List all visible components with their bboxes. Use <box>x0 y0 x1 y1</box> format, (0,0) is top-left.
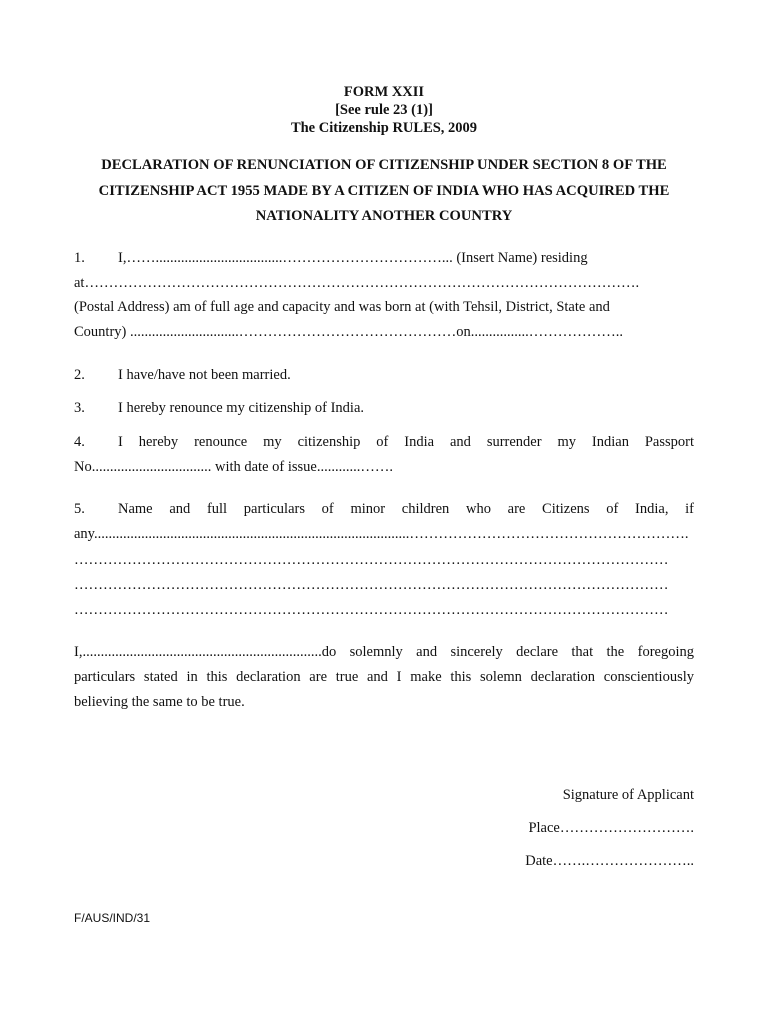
rule-reference: [See rule 23 (1)] <box>335 102 433 118</box>
item-2-number: 2. <box>74 367 85 383</box>
title-line-3: NATIONALITY ANOTHER COUNTRY <box>255 208 513 224</box>
item-1-number: 1. <box>74 250 85 266</box>
item-1-line-4: Country) ..............................………………………………………on................……………….. <box>74 324 623 340</box>
title-line-2: CITIZENSHIP ACT 1955 MADE BY A CITIZEN OF INDIA WHO HAS ACQUIRED THE <box>98 182 670 199</box>
item-1-line-3: (Postal Address) am of full age and capacity and was born at (with Tehsil, District, State and <box>74 299 610 315</box>
item-4-number: 4. <box>74 434 85 450</box>
item-5-line-3: …………………………………………………………………………………………………………… <box>74 552 669 568</box>
declaration-line-3: believing the same to be true. <box>74 694 245 710</box>
declaration-line-1: I,..................................................................do solemnly and sincerely declare that the foregoing <box>74 644 694 660</box>
item-4-line-1: I hereby renounce my citizenship of India and surrender my Indian Passport <box>118 434 694 450</box>
title-line-1: DECLARATION OF RENUNCIATION OF CITIZENSHIP UNDER SECTION 8 OF THE <box>101 157 667 173</box>
signature-label: Signature of Applicant <box>562 787 694 803</box>
item-1-line-1: I,……...................................……………………………... (Insert Name) residing <box>118 250 588 266</box>
item-5-line-5: …………………………………………………………………………………………………………… <box>74 602 669 618</box>
declaration-title <box>60 153 708 230</box>
date-field: Date…….………………….. <box>525 853 694 869</box>
item-2-text: I have/have not been married. <box>118 367 291 383</box>
item-5-line-1: Name and full particulars of minor children who are Citizens of India, if <box>118 501 694 517</box>
form-code: F/AUS/IND/31 <box>74 911 151 925</box>
declaration-line-2: particulars stated in this declaration are true and I make this solemn declaration conscientiously <box>74 669 694 685</box>
item-1-line-2: at……………………………………………………………………………………………………. <box>74 275 640 291</box>
item-5-line-4: …………………………………………………………………………………………………………… <box>74 577 669 593</box>
form-number: FORM XXII <box>343 84 425 100</box>
item-5-line-2: any.......................................................................................…………………………………………………. <box>74 526 689 542</box>
item-4-line-2: No................................. with date of issue............……. <box>74 459 393 475</box>
rules-name: The Citizenship RULES, 2009 <box>290 120 478 136</box>
place-field: Place………………………. <box>528 820 694 836</box>
item-5-number: 5. <box>74 501 85 517</box>
item-3-text: I hereby renounce my citizenship of India. <box>118 400 365 416</box>
item-3-number: 3. <box>74 400 85 416</box>
